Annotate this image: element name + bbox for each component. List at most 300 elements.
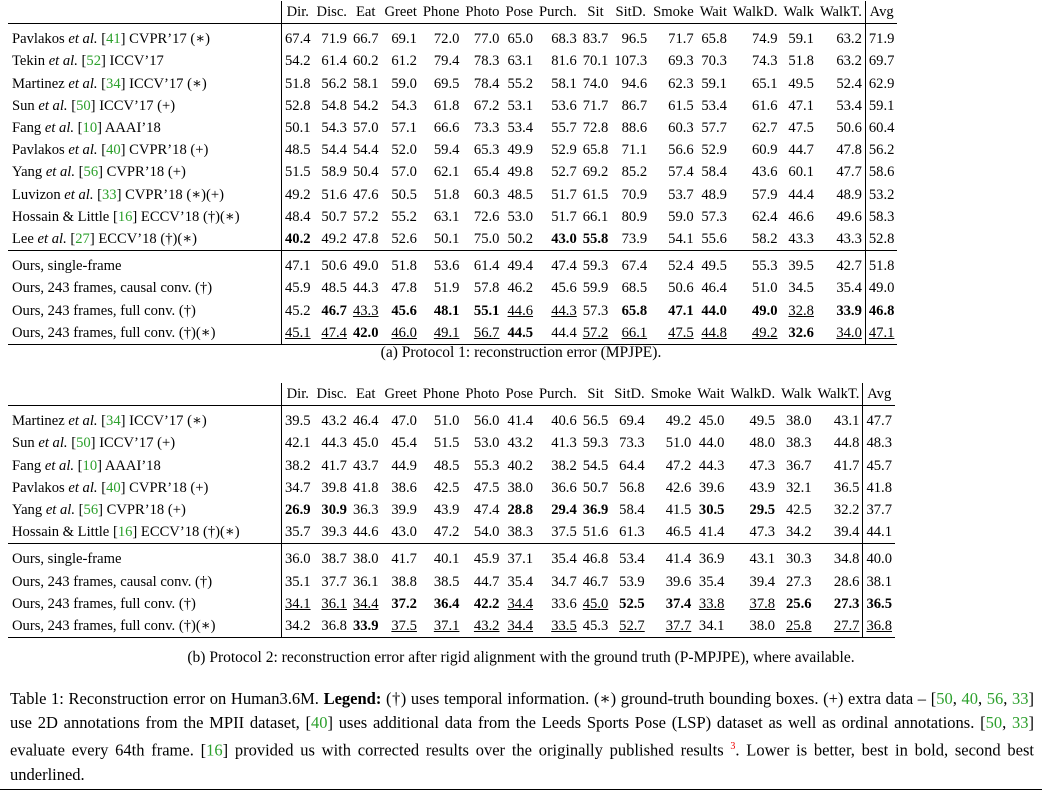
value-cell (694, 499, 727, 521)
value-text: 69.3 (668, 53, 694, 70)
value-text: 33.8 (698, 595, 725, 612)
value-cell (865, 95, 897, 117)
value-text: 39.5 (285, 413, 311, 430)
value-cell (650, 161, 697, 183)
value-text: 85.2 (621, 164, 648, 181)
header-row (8, 383, 895, 406)
citation-ref: 40 (961, 689, 978, 708)
value-text: 56.2 (868, 142, 895, 159)
value-text: 44.7 (473, 573, 500, 590)
citation-ref: 16 (117, 208, 133, 225)
value-text: 37.5 (391, 618, 417, 635)
value-text: 48.9 (836, 186, 862, 203)
value-cell (462, 521, 502, 544)
method-cell: Hossain & Little [16] ECCV’18 (†)(∗) (8, 206, 282, 228)
table-row-ours (8, 322, 897, 345)
value-cell (650, 228, 697, 251)
value-cell (694, 521, 727, 544)
value-cell (282, 477, 314, 499)
value-text: 43.6 (751, 164, 778, 181)
value-cell (730, 277, 781, 299)
method-cell: Fang et al. [10] AAAI’18 (8, 117, 282, 139)
value-text: 51.8 (788, 53, 814, 70)
value-cell (536, 499, 580, 521)
value-text: 41.7 (391, 551, 417, 568)
value-cell (314, 593, 350, 615)
value-cell (314, 571, 350, 593)
value-text: 43.9 (749, 479, 776, 496)
value-text: 64.4 (619, 457, 645, 474)
column-header: Sit (580, 383, 612, 406)
value-cell (611, 251, 650, 278)
value-text: 50.1 (285, 120, 311, 137)
venue: CVPR’18 (106, 164, 165, 181)
value-text: 41.8 (866, 479, 892, 496)
value-cell (350, 406, 382, 433)
value-text: 54.8 (321, 97, 347, 114)
value-text: 43.3 (836, 231, 862, 248)
value-text: 49.5 (749, 413, 776, 430)
value-cell (350, 455, 382, 477)
value-text: 61.3 (619, 524, 645, 541)
value-text: 45.6 (551, 280, 577, 297)
value-cell (382, 73, 420, 95)
value-cell (462, 50, 502, 72)
value-cell (648, 571, 695, 593)
value-text: 59.3 (582, 258, 609, 275)
value-cell (580, 544, 612, 571)
value-cell (382, 161, 420, 183)
value-cell (611, 615, 647, 638)
value-text: 54.0 (473, 524, 500, 541)
value-text: 35.4 (836, 280, 862, 297)
column-header: Eat (350, 1, 382, 24)
value-text: 34.7 (285, 479, 311, 496)
value-text: 41.8 (352, 479, 379, 496)
column-header: SitD. (611, 383, 647, 406)
value-cell (502, 184, 536, 206)
value-cell (420, 184, 462, 206)
caption-text: ] provided us with corrected results over the originally published results (222, 740, 724, 760)
value-text: 78.3 (473, 53, 500, 70)
table-a-caption: (a) Protocol 1: reconstruction error (MPJPE). (380, 344, 662, 361)
value-text: 47.5 (668, 324, 694, 341)
value-cell (865, 117, 897, 139)
value-text: 39.4 (749, 573, 776, 590)
value-text: 47.2 (665, 457, 692, 474)
value-text: 44.8 (833, 435, 860, 452)
value-text: 59.4 (433, 142, 460, 159)
value-text: 39.6 (665, 573, 692, 590)
value-text: 44.6 (507, 302, 534, 319)
value-cell (781, 300, 817, 322)
value-cell (727, 571, 778, 593)
value-text: 41.7 (833, 457, 860, 474)
citation-ref: 56 (83, 502, 99, 519)
value-cell (611, 95, 650, 117)
column-header: Pose (502, 1, 536, 24)
value-text: 38.0 (785, 413, 812, 430)
value-cell (420, 593, 462, 615)
value-cell (865, 251, 897, 278)
method-cell: Ours, 243 frames, full conv. (†)(∗) (8, 615, 282, 638)
value-text: 27.3 (833, 595, 860, 612)
value-text: 45.0 (582, 595, 609, 612)
method-tags: (+) (157, 97, 176, 114)
value-cell (282, 117, 314, 139)
value-cell (781, 206, 817, 228)
value-text: 51.5 (285, 164, 311, 181)
value-text: 36.7 (785, 457, 812, 474)
value-cell (314, 251, 350, 278)
value-text: 37.4 (665, 595, 692, 612)
value-text: 56.0 (473, 413, 500, 430)
value-cell (778, 477, 814, 499)
caption-lead: Table 1: Reconstruction error on Human3.6M. (10, 689, 319, 708)
value-text: 25.6 (785, 595, 812, 612)
value-cell (282, 499, 314, 521)
value-cell (536, 615, 580, 638)
value-cell (611, 593, 647, 615)
value-text: 34.2 (285, 618, 311, 635)
value-cell (350, 161, 382, 183)
value-cell (502, 571, 536, 593)
value-text: 75.0 (473, 231, 500, 248)
et-al-text: et al. (68, 479, 98, 496)
value-text: 47.7 (836, 164, 862, 181)
value-text: 34.8 (833, 551, 860, 568)
value-cell (580, 521, 612, 544)
value-cell (778, 499, 814, 521)
value-text: 60.2 (352, 53, 379, 70)
value-text: 51.0 (433, 413, 460, 430)
value-text: 50.7 (582, 479, 609, 496)
column-header: Photo (462, 383, 502, 406)
value-text: 107.3 (614, 53, 648, 70)
value-text: 29.5 (749, 502, 776, 519)
value-text: 34.2 (785, 524, 812, 541)
value-text: 45.0 (352, 435, 379, 452)
value-cell (863, 571, 895, 593)
value-cell (865, 161, 897, 183)
value-text: 72.8 (582, 120, 609, 137)
table-row-ours (8, 277, 897, 299)
value-text: 38.3 (785, 435, 812, 452)
value-cell (865, 24, 897, 51)
method-cell: Pavlakos et al. [41] CVPR’17 (∗) (8, 24, 282, 51)
value-text: 47.3 (749, 524, 776, 541)
value-cell (697, 184, 730, 206)
value-cell (536, 117, 580, 139)
value-cell (282, 95, 314, 117)
value-cell (462, 615, 502, 638)
value-cell (730, 228, 781, 251)
value-text: 83.7 (582, 31, 609, 48)
value-text: 55.2 (391, 208, 417, 225)
value-text: 33.9 (352, 618, 379, 635)
value-text: 38.0 (352, 551, 379, 568)
value-cell (730, 50, 781, 72)
value-text: 69.5 (433, 75, 460, 92)
value-text: 38.7 (321, 551, 347, 568)
value-cell (314, 24, 350, 51)
value-text: 46.5 (665, 524, 692, 541)
table-row (8, 432, 895, 454)
value-cell (697, 322, 730, 345)
value-cell (314, 228, 350, 251)
value-cell (580, 251, 612, 278)
value-text: 65.8 (621, 302, 648, 319)
value-cell (611, 544, 647, 571)
venue: CVPR’18 (129, 479, 187, 496)
et-al-text: et al. (38, 435, 68, 452)
value-text: 54.3 (391, 97, 417, 114)
value-cell (650, 95, 697, 117)
author-name: Fang (12, 457, 42, 474)
value-cell (350, 322, 382, 345)
value-text: 51.8 (285, 75, 311, 92)
et-al-text: et al. (68, 31, 98, 48)
value-cell (350, 184, 382, 206)
page-bottom-rule (0, 789, 1042, 790)
value-text: 33.5 (551, 618, 577, 635)
value-text: 54.2 (352, 97, 379, 114)
value-cell (282, 322, 314, 345)
column-header: Greet (382, 383, 420, 406)
et-al-text: et al. (68, 75, 98, 92)
author-name: Sun (12, 97, 35, 114)
venue: CVPR’17 (129, 31, 187, 48)
value-cell (350, 499, 382, 521)
citation-ref: 56 (986, 689, 1004, 708)
value-text: 53.9 (619, 573, 645, 590)
value-cell (350, 139, 382, 161)
value-cell (580, 322, 612, 345)
value-cell (580, 139, 612, 161)
value-cell (697, 50, 730, 72)
value-cell (815, 406, 863, 433)
value-text: 54.1 (668, 231, 694, 248)
value-cell (611, 161, 650, 183)
value-text: 55.8 (582, 231, 609, 248)
value-text: 32.6 (788, 324, 814, 341)
value-text: 70.1 (582, 53, 609, 70)
value-cell (462, 228, 502, 251)
value-cell (282, 593, 314, 615)
value-cell (382, 24, 420, 51)
author-name: Yang (12, 164, 43, 181)
column-header: Purch. (536, 1, 580, 24)
value-text: 37.2 (391, 595, 417, 612)
value-text: 63.1 (507, 53, 534, 70)
table-row (8, 206, 897, 228)
value-text: 45.9 (285, 280, 311, 297)
value-text: 51.6 (582, 524, 609, 541)
value-cell (815, 432, 863, 454)
column-header: Walk (778, 383, 814, 406)
citation-ref: 40 (106, 142, 121, 159)
value-text: 34.4 (507, 595, 534, 612)
value-cell (781, 24, 817, 51)
value-text: 49.5 (701, 258, 727, 275)
method-cell: Pavlakos et al. [40] CVPR’18 (+) (8, 139, 282, 161)
citation-ref: 56 (83, 164, 99, 181)
method-cell: Yang et al. [56] CVPR’18 (+) (8, 161, 282, 183)
value-text: 52.9 (551, 142, 577, 159)
method-cell: Martinez et al. [34] ICCV’17 (∗) (8, 406, 282, 433)
value-text: 61.5 (582, 186, 609, 203)
value-cell (350, 571, 382, 593)
value-cell (815, 615, 863, 638)
value-cell (282, 161, 314, 183)
value-cell (314, 521, 350, 544)
value-text: 49.0 (352, 258, 379, 275)
method-cell: Tekin et al. [52] ICCV’17 (8, 50, 282, 72)
value-cell (536, 571, 580, 593)
value-text: 58.6 (868, 164, 895, 181)
value-text: 59.1 (868, 97, 895, 114)
table-row (8, 24, 897, 51)
value-text: 38.1 (866, 573, 892, 590)
value-cell (502, 206, 536, 228)
value-text: 65.8 (701, 31, 727, 48)
value-cell (462, 322, 502, 345)
value-cell (536, 455, 580, 477)
value-cell (697, 24, 730, 51)
et-al-text: et al. (45, 164, 75, 181)
value-cell (727, 432, 778, 454)
value-text: 56.8 (619, 479, 645, 496)
header-row (8, 1, 897, 24)
value-text: 48.3 (866, 435, 892, 452)
value-text: 66.1 (621, 324, 648, 341)
value-text: 60.4 (868, 120, 895, 137)
value-cell (536, 206, 580, 228)
value-cell (282, 50, 314, 72)
citation-ref: 33 (1012, 689, 1029, 708)
table-row (8, 521, 895, 544)
value-cell (778, 521, 814, 544)
value-cell (817, 228, 865, 251)
value-cell (611, 432, 647, 454)
method-cell: Ours, 243 frames, full conv. (†) (8, 300, 282, 322)
column-header: Avg (865, 1, 897, 24)
value-text: 73.3 (619, 435, 645, 452)
value-cell (817, 24, 865, 51)
value-cell (382, 95, 420, 117)
value-cell (730, 251, 781, 278)
citation-ref: 41 (106, 31, 121, 48)
value-text: 47.8 (391, 280, 417, 297)
value-cell (462, 24, 502, 51)
value-cell (817, 50, 865, 72)
value-text: 57.2 (582, 324, 609, 341)
method-tags: (+) (157, 435, 176, 452)
value-text: 48.0 (749, 435, 776, 452)
value-cell (350, 251, 382, 278)
table-row (8, 228, 897, 251)
value-text: 67.2 (473, 97, 500, 114)
value-text: 42.7 (836, 258, 862, 275)
value-cell (420, 277, 462, 299)
value-cell (350, 593, 382, 615)
value-text: 41.7 (321, 457, 347, 474)
value-cell (314, 477, 350, 499)
value-cell (314, 322, 350, 345)
value-text: 54.3 (321, 120, 347, 137)
value-text: 52.9 (701, 142, 727, 159)
value-text: 32.1 (785, 479, 812, 496)
value-cell (502, 161, 536, 183)
value-cell (580, 95, 612, 117)
value-cell (462, 544, 502, 571)
value-text: 61.4 (473, 258, 500, 275)
et-al-text: et al. (68, 413, 98, 430)
value-cell (648, 455, 695, 477)
value-text: 51.0 (751, 280, 778, 297)
value-cell (282, 24, 314, 51)
value-text: 62.7 (751, 120, 778, 137)
value-text: 66.1 (582, 208, 609, 225)
value-text: 39.5 (788, 258, 814, 275)
value-cell (815, 477, 863, 499)
value-text: 46.7 (582, 573, 609, 590)
value-text: 39.6 (698, 479, 725, 496)
value-cell (462, 432, 502, 454)
value-text: 51.7 (551, 186, 577, 203)
value-cell (536, 161, 580, 183)
value-text: 51.5 (433, 435, 460, 452)
column-header: Photo (462, 1, 502, 24)
value-cell (314, 615, 350, 638)
value-cell (314, 139, 350, 161)
value-text: 43.3 (788, 231, 814, 248)
value-cell (382, 184, 420, 206)
value-text: 43.0 (551, 231, 577, 248)
method-cell: Sun et al. [50] ICCV’17 (+) (8, 432, 282, 454)
method-tags: (∗) (187, 413, 207, 430)
value-text: 38.3 (507, 524, 534, 541)
value-text: 34.7 (551, 573, 577, 590)
value-text: 51.8 (433, 186, 460, 203)
value-text: 58.2 (751, 231, 778, 248)
value-text: 26.9 (285, 502, 311, 519)
value-text: 46.4 (701, 280, 727, 297)
value-text: 61.8 (433, 97, 460, 114)
value-cell (420, 615, 462, 638)
value-text: 40.1 (433, 551, 460, 568)
value-text: 48.5 (321, 280, 347, 297)
value-text: 50.5 (391, 186, 417, 203)
value-cell (282, 571, 314, 593)
value-text: 36.0 (285, 551, 311, 568)
value-text: 51.8 (391, 258, 417, 275)
value-text: 69.1 (391, 31, 417, 48)
value-cell (420, 455, 462, 477)
value-cell (648, 544, 695, 571)
value-text: 47.1 (668, 302, 694, 319)
author-name: Sun (12, 435, 35, 452)
value-text: 54.2 (285, 53, 311, 70)
footnote-marker: 3 (730, 741, 736, 752)
value-cell (817, 184, 865, 206)
value-text: 40.6 (551, 413, 577, 430)
value-cell (781, 95, 817, 117)
value-text: 71.7 (668, 31, 694, 48)
value-text: 54.5 (582, 457, 609, 474)
value-cell (282, 455, 314, 477)
value-cell (282, 544, 314, 571)
